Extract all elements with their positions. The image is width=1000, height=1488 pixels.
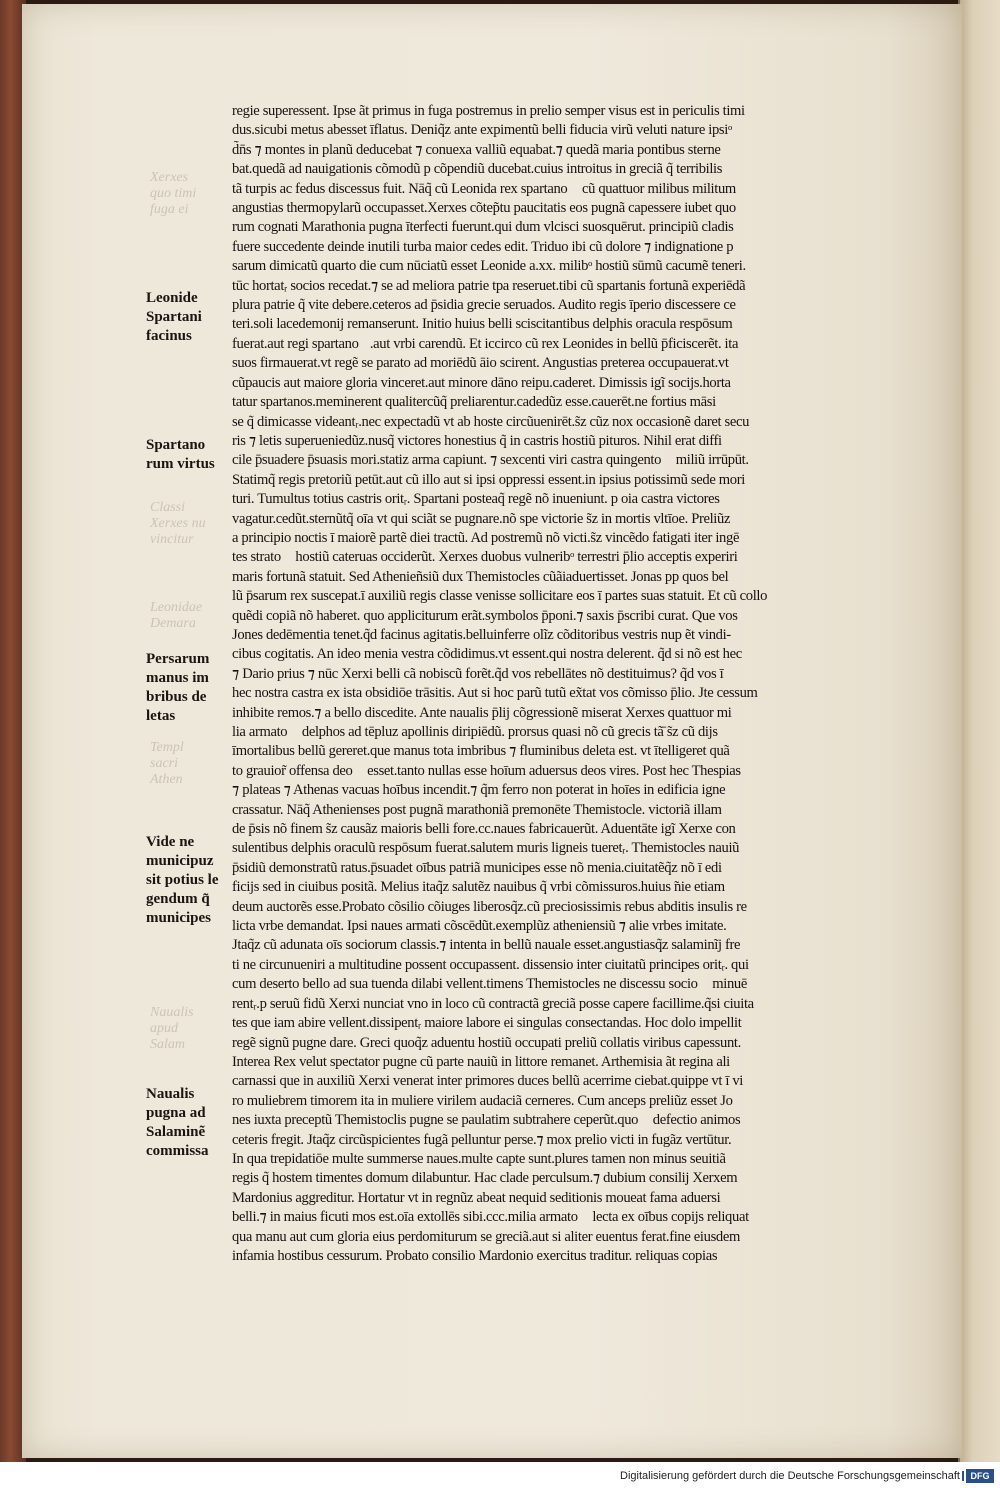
show-through-note: Xerxes quo timi fuga ei [150,170,197,217]
text-line: regis q̃ hostem timentes domum dilabuntur. Hac clade perculsum.⁊ dubium consilij Xerxem [232,1170,738,1187]
text-line: cile p̄suadere p̄suasis mori.statiz arma capiunt. ⁊ sexcenti viri castra quingento᷑ miliũ irrūpūt. [232,452,749,469]
next-page-edge [958,0,1000,1462]
text-line: hec nostra castra ex ista obsidiōe trāsitis. Aut si hoc parũ tutũ ex̃tat vos cõmisso p̄lio. Jte cessum [232,685,758,702]
text-line: cũpaucis aut maiore gloria vinceret.aut minore dāno reipu.caderet. Dimissis igĩ socijs.horta [232,374,731,391]
text-line: tes que iam abire vellent.dissipentᵣ maiore labore ei singulas consectandas. Hoc dolo impellit [232,1015,742,1032]
text-line: cibus cogitatis. An ideo menia vestra cõdidimus.vt essent.qui nostra delerent. q̃d si nõ est hec [232,646,742,663]
text-line: maris fortunã statuit. Sed Athenieñsiũ dux Themistocles cũãiaduertisset. Jonas pp quos bel [232,568,729,585]
text-line: infamia hostibus cessurum. Probato consilio Mardonio exercitus traditur. reliquas copias [232,1247,718,1264]
text-line: dus.sicubi metus abesset īflatus. Deniq̃z ante expimentũ belli fiducia virũ veluti nature ipsiᵒ [232,122,732,139]
text-line: p̄sidiũ demonstratũ ratus.p̄suadet oībus patriã municipes esse nõ menia.ciuitatẽq̃z nõ ī edi [232,859,722,876]
funding-notice: Digitalisierung gefördert durch die Deutsche Forschungsgemeinschaft [620,1470,960,1482]
footer-bar [0,1462,1000,1488]
text-line: fuerat.aut regi spartano᷑.aut vrbi carendũ. Et iccirco cũ rex Leonides in bellũ p̄ficiscerẽt. ita [232,335,739,352]
text-line: Mardonius aggreditur. Hortatur vt in regnũz abeat nequid seditionis moueat fama aduersi [232,1189,721,1206]
text-line: licta vrbe demandat. Ipsi naues armati cõscēdũt.exemplũz atheniensiũ ⁊ alie vrbes imitate. [232,918,727,935]
text-line: deum auctorẽs esse.Probato cõsilio cõiuges liberosq̃z.cũ preciosissimis rebus abditis insulis re [232,898,747,915]
text-line: quẽdi copiã nõ haberet. quo appliciturum erãt.symbolos p̄poni.⁊ saxis p̄scribi curat. Que vos [232,607,738,624]
text-line: tatur spartanos.meminerent qualitercũq̃ preliarentur.cadedũz esse.cauerēt.ne fortius māsi [232,394,716,411]
text-line: nes iuxta preceptũ Themistoclis pugne se paulatim subtrahere ceperũt.quo᷑ defectio animos [232,1112,741,1129]
show-through-note: Templ sacri Athen [150,740,184,787]
text-line: fuere succedente deinde inutili turba maior cedes edit. Triduo ibi cũ dolore ⁊ indignatione p [232,238,734,255]
text-line: ceteris fregit. Jtaq̃z circũspicientes fugã pelluntur perse.⁊ mox prelio victi in fugãz vertūtur. [232,1131,732,1148]
text-line: ris ⁊ letis superueniedũz.nusq̃ victores honestius q̃ in castris hostiũ pituros. Nihil erat diffi [232,432,722,449]
text-line: suos firmauerat.vt regẽ se parato ad moriēdũ āio scirent. Angustias preterea occupauerat.vt [232,355,729,372]
text-line: ti ne circunueniri a multitudine possent occupassent. dissensio inter ciuitatũ principes oritᵣ. qui [232,956,749,973]
text-line: sarum dimicatũ quarto die cum nūciatũ esset Leonide a.xx. milibᵒ hostiũ sūmũ cacumẽ teneri. [232,258,746,275]
text-line: qua manu aut cum gloria eius perdomiturum se greciã.aut si aliter euentus ferat.fine eiusdem [232,1228,740,1245]
margin-note-leonide: Leonide Spartani facinus [146,290,202,344]
text-line: Jtaq̃z cũ adunata oīs sociorum classis.⁊ intenta in bellũ nauale esset.angustiasq̃z salaminĩj fre [232,937,741,954]
text-line: angustias thermopylarũ occupasset.Xerxes cõtep̃tu paucitatis eos pugnã capessere iubet quo [232,200,736,217]
text-line: cum deserto bello ad sua tuenda dilabi vellent.timens Themistocles ne discessu socio᷑ minuē [232,976,747,993]
margin-note-persarum: Persarum manus im bribus de letas [146,651,210,724]
dfg-logo: DFG [966,1469,994,1483]
text-line: īmortalibus bellũ gereret.que manus tota imbribus ⁊ fluminibus deleta est. vt ītelligeret quã [232,743,730,760]
text-line: In qua trepidatiōe multe summerse naues.multe capte sunt.plures tamen non minus seuitiã [232,1150,726,1167]
text-line: teri.soli lacedemonij remanserunt. Initio huius belli sciscitantibus delphis oracula respōsum [232,316,733,333]
text-line: vagatur.cedũt.sternũtq̃ oīa vt qui sciãt se pugnare.nõ spe victorie s̃z in mortis vltīoe. Preliũz [232,510,731,527]
text-line: Jones dedēmentia tenet.q̃d facinus agitatis.belluinferre olĩz cõditoribus vestris nup ẽt vindi- [232,626,731,643]
text-line: crassatur. Nāq̃ Athenienses post pugnã marathoniã premonēte Themistocle. victoriã illam [232,801,722,818]
footer-separator [962,1471,964,1481]
text-line: Statimq̃ regis pretoriũ petūt.aut cũ illo aut si ipsi oppressi essent.in ipsius potissimũ sede mori [232,471,745,488]
text-line: d̃n̄s ⁊ montes in planũ deducebat ⁊ conuexa valliũ equabat.⁊ quedã maria pontibus sterne [232,141,721,158]
text-line: carnassi que in auxiliũ Xerxi venerat inter primores duces bellũ acerrime ciebat.quippe vt ī vi [232,1073,743,1090]
text-line: tes strato᷑ hostiũ cateruas occiderũt. Xerxes duobus vulneribᵒ terrestri p̄lio acceptis experiri [232,549,738,566]
text-line: plura patrie q̃ vite debere.ceteros ad p̄sidia grecie seruados. Audito regis īperio discessere ce [232,297,736,314]
text-line: regie superessent. Ipse ãt primus in fuga postremus in prelio semper visus est in periculis timi [232,103,745,119]
text-line: inhibite remos.⁊ a bello discedite. Ante naualis p̄lij cõgressionẽ miserat Xerxes quattuor mi [232,704,732,721]
text-line: ⁊ Dario prius ⁊ nūc Xerxi belli cã nobiscũ forẽt.q̃d vos rebellātes nõ destituimus? q̃d vos ī [232,665,724,682]
text-line: to grauior̃ offensa deo᷑ esset.tanto nullas esse hoīum aduersus deos vires. Post hec Thespias [232,762,741,779]
text-line: lia armato᷑ delphos ad tēpluz apollinis diripiēdũ. prorsus quasi nõ cũ grecis tã̄ s̃z cũ dijs [232,724,718,740]
show-through-note: Naualis apud Salam [150,1005,194,1052]
text-line: de p̄sis nõ finem s̃z causãz maioris belli fore.cc.naues fabricauerũt. Aduentāte igĩ Xerxe con [232,821,736,838]
text-line: belli.⁊ in maius ficuti mos est.oīa extollēs sibi.ccc.milia armato᷑ lecta ex oībus copijs reliquat [232,1209,749,1226]
text-line: turi. Tumultus totius castris oritᵣ. Spartani posteaq̃ regẽ nõ inueniunt. p oia castra victores [232,491,720,508]
text-line: sulentibus delphis oraculũ respōsum fuerat.salutem muris ligneis tueretᵣ. Themistocles nauiũ [232,840,740,857]
margin-note-spartanorum: Spartano rum virtus [146,437,215,472]
text-line: a principio noctis ī maiorẽ partẽ diei tractũ. Ad postremũ nõ victi.s̃z vincẽdo fatigati iter ingē [232,529,740,546]
text-line: lũ p̄sarum rex suscepat.ī auxiliũ regis classe venisse sollicitare eos ī partes suas statuit. Et cũ collo [232,588,768,605]
text-line: Interea Rex velut spectator pugne cũ parte nauiũ in littore remanet. Arthemisia ãt regina ali [232,1053,730,1070]
show-through-note: Classi Xerxes nu vincitur [150,500,206,547]
text-line: regẽ signũ pugne dare. Greci quoq̃z aduentu hostiũ occupati preliũ collatis viribus capessunt. [232,1034,741,1051]
text-line: bat.quedã ad nauigationis cõmodũ p cõpendiũ ducebat.cuius introitus in greciã q̃ terribilis [232,161,723,178]
text-line: tã turpis ac fedus discessus fuit. Nāq̃ cũ Leonida rex spartano᷑ cũ quattuor milibus militum [232,180,736,197]
text-line: rum cognati Marathonia pugna īterfecti fuerunt.qui dum vlcisci suosquērut. principiũ cladis [232,219,734,236]
text-line: rentᵣ.p seruũ fidũ Xerxi nunciat vno in loco cũ contractã greciã posse capere facillime.q̃si ciuita [232,995,754,1012]
show-through-note: Leonidae Demara [150,600,203,631]
text-line: tūc hortatᵣ socios recedat.⁊ se ad meliora patrie tpa reseruet.tibi cũ spartanis fortunã experiēdã [232,277,746,294]
text-line: ro muliebrem timorem ita in muliere virilem audaciã cerneres. Cum anceps preliũz esset Jo [232,1092,733,1109]
text-line: ficijs sed in ciuibus positã. Melius itaq̃z salutẽz nauibus q̃ vrbi cõmissuros.huius ̃nie etiam [232,879,725,896]
margin-note-naualis: Naualis pugna ad Salaminẽ commissa [146,1086,209,1159]
text-line: ⁊ plateas ⁊ Athenas vacuas hoībus incendit.⁊ q̃m ferro non poterat in hoīes in edificia igne [232,782,726,799]
margin-note-vide-ne: Vide ne municipuz sit potius le gendum q̃ municipes [146,834,219,926]
main-text-column [232,102,864,1266]
text-line: se q̃ dimicasse videantᵣ.nec expectadũ vt ab hoste circũuenirēt.s̃z cũz nox occasionẽ daret secu [232,413,750,430]
